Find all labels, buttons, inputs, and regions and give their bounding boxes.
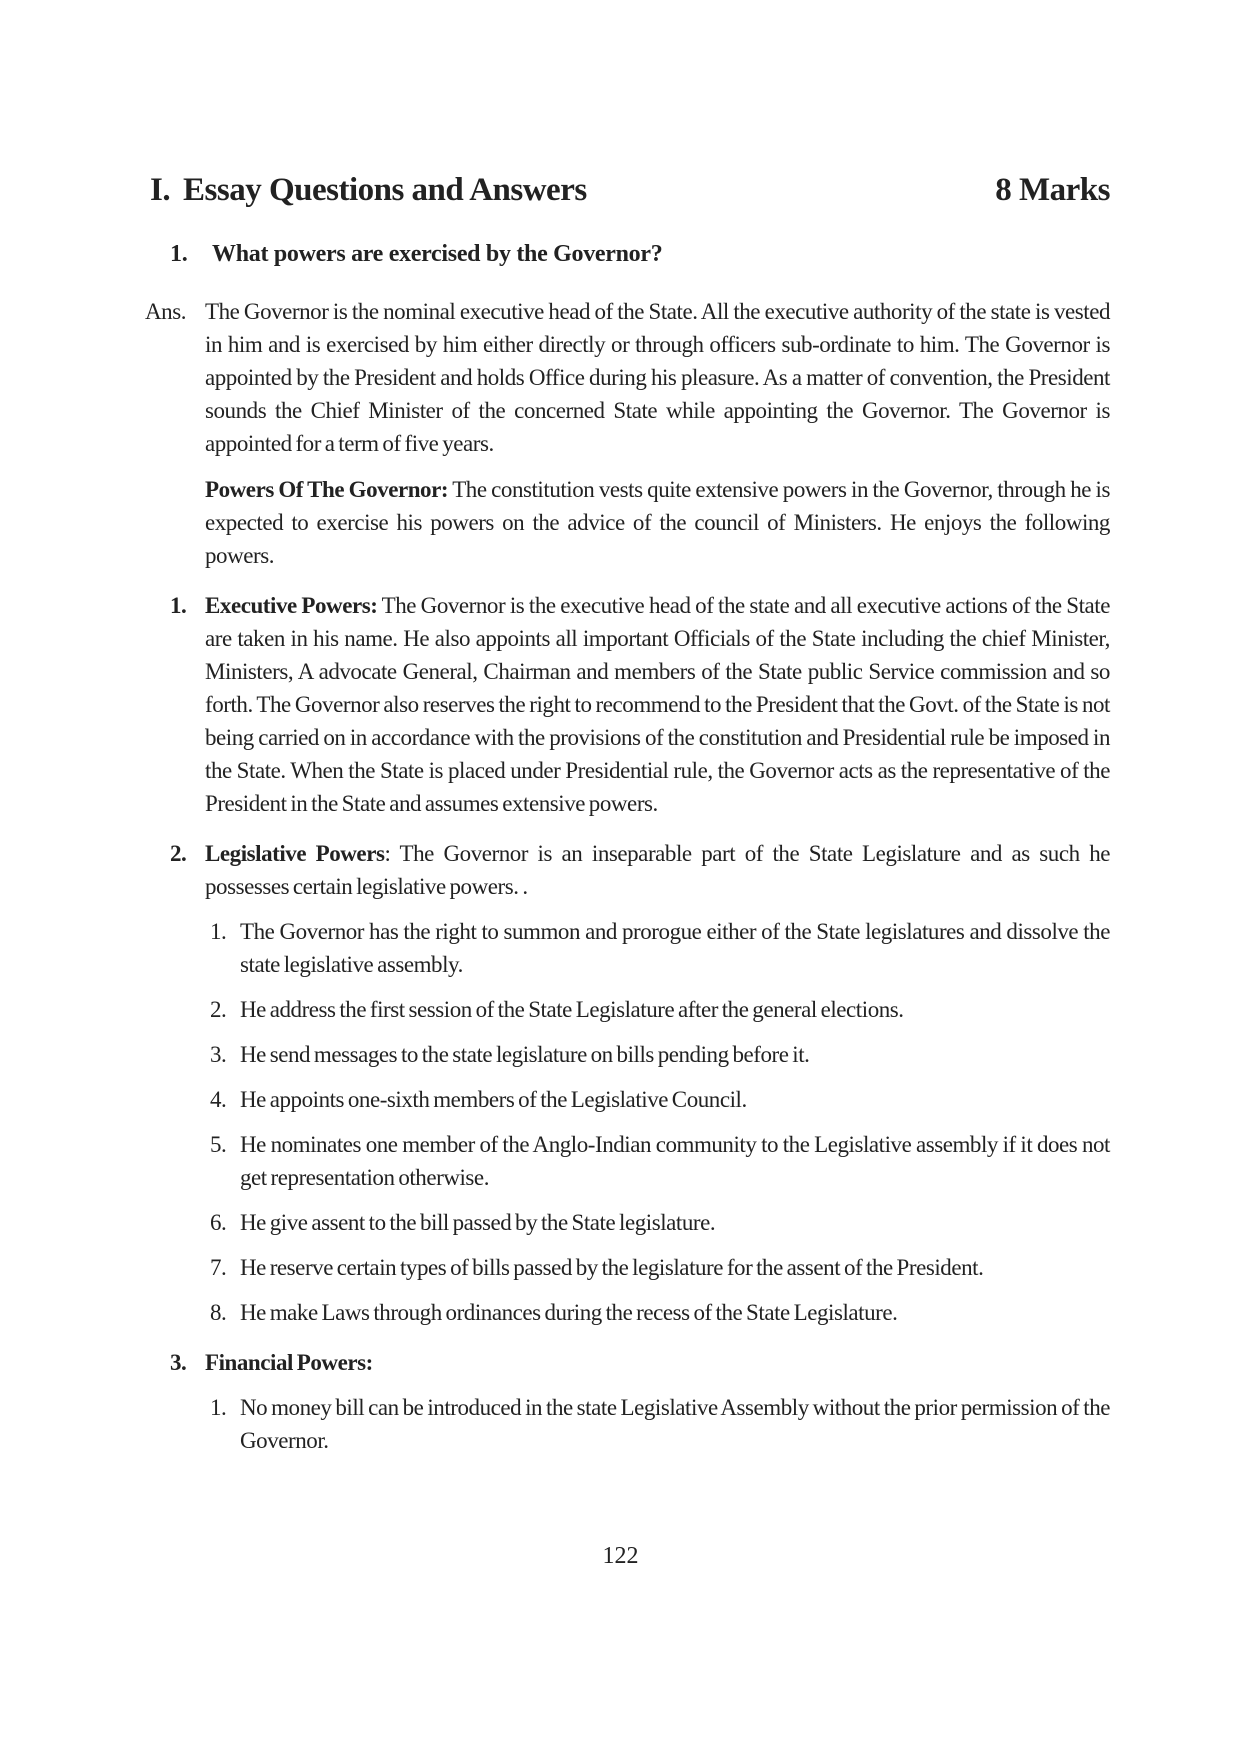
section-paragraph <box>205 589 1110 820</box>
list-item-number: 7. <box>210 1255 227 1280</box>
marks-label: 8 Marks <box>995 172 1110 208</box>
question-number: 1. <box>170 241 188 267</box>
powers-paragraph-text: The constitution vests quite extensive powers in the Governor, through he is expected to exercise his powers on the advice of the council of Ministers. He enjoys the following powers. <box>205 477 1110 568</box>
answer-section <box>133 1346 1110 1457</box>
question-text: What powers are exercised by the Governor? <box>212 241 663 267</box>
answer-intro-paragraph: The Governor is the nominal executive head of the State. All the executive authority of the state is vested in him and is exercised by him either directly or through officers sub-ordinate to him. The Governor is appointed by the President and holds Office during his pleasure. As a matter of convention, the President sounds the Chief Minister of the concerned State while appointing the Governor. The Governor is appointed for a term of five years. <box>205 299 1110 456</box>
list-item-text: He send messages to the state legislature on bills pending before it. <box>240 1042 810 1067</box>
powers-paragraph <box>205 473 1110 572</box>
section-numeral: I. <box>150 172 171 208</box>
list-item <box>205 1038 1110 1071</box>
list-item-number: 2. <box>210 997 227 1022</box>
section-lead: Executive Powers: <box>205 593 378 618</box>
answer-section <box>133 837 1110 1329</box>
list-item <box>205 1206 1110 1239</box>
section-paragraph <box>205 837 1110 903</box>
list-item-number: 3. <box>210 1042 227 1067</box>
list-item-text: He nominates one member of the Anglo-Indian community to the Legislative assembly if it does not get representation otherwise. <box>240 1132 1110 1190</box>
list-item-text: He make Laws through ordinances during the recess of the State Legislature. <box>240 1300 898 1325</box>
list-item-number: 1. <box>210 1395 227 1420</box>
section-lead: Legislative Powers <box>205 841 385 866</box>
section-body <box>205 1346 1110 1457</box>
list-item <box>205 1296 1110 1329</box>
page-content <box>133 0 1110 1457</box>
list-item-number: 4. <box>210 1087 227 1112</box>
section-heading-row <box>133 170 1110 210</box>
list-item <box>205 1083 1110 1116</box>
section-body <box>205 589 1110 820</box>
answer-sections <box>133 589 1110 1457</box>
section-number: 2. <box>170 841 187 866</box>
section-paragraph <box>205 1346 1110 1379</box>
section-title: Essay Questions and Answers <box>183 172 587 208</box>
list-item-number: 5. <box>210 1132 227 1157</box>
list-item-number: 1. <box>210 919 227 944</box>
list-item <box>205 993 1110 1026</box>
page-number: 122 <box>602 1543 639 1569</box>
list-item <box>205 1128 1110 1194</box>
answer-section <box>133 589 1110 820</box>
section-number: 1. <box>170 593 187 618</box>
answer-label: Ans. <box>145 299 187 324</box>
list-item-text: The Governor has the right to summon and prorogue either of the State legislatures and dissolve the state legislative assembly. <box>240 919 1110 977</box>
list-item-text: He reserve certain types of bills passed by the legislature for the assent of the President. <box>240 1255 984 1280</box>
list-item-text: No money bill can be introduced in the state Legislative Assembly without the prior permission of the Governor. <box>240 1395 1110 1453</box>
section-paragraph-text: : The Governor is an inseparable part of the State Legislature and as such he possesses certain legislative powers. . <box>205 841 1110 899</box>
section-body <box>205 837 1110 1329</box>
section-lead: Financial Powers: <box>205 1350 373 1375</box>
section-number: 3. <box>170 1350 187 1375</box>
question <box>133 238 1110 271</box>
section-heading <box>133 170 587 210</box>
list-item-text: He give assent to the bill passed by the State legislature. <box>240 1210 716 1235</box>
list-item <box>205 1251 1110 1284</box>
list-item <box>205 1391 1110 1457</box>
list-item-number: 6. <box>210 1210 227 1235</box>
powers-paragraph-lead: Powers Of The Governor: <box>205 477 449 502</box>
answer-block <box>133 295 1110 460</box>
section-list <box>205 915 1110 1329</box>
section-list <box>205 1391 1110 1457</box>
section-paragraph-text: The Governor is the executive head of the state and all executive actions of the State are taken in his name. He also appoints all important Officials of the State including the chief Minister, Ministers, A advocate General, Chairman and members of the State public Service commission and so forth. The Governor also reserves the right to recommend to the President that the Govt. of the State is not being carried on in accordance with the provisions of the constitution and Presidential rule be imposed in the State. When the State is placed under Presidential rule, the Governor acts as the representative of the President in the State and assumes extensive powers. <box>205 593 1110 816</box>
list-item-number: 8. <box>210 1300 227 1325</box>
list-item <box>205 915 1110 981</box>
list-item-text: He appoints one-sixth members of the Legislative Council. <box>240 1087 747 1112</box>
list-item-text: He address the first session of the State Legislature after the general elections. <box>240 997 904 1022</box>
